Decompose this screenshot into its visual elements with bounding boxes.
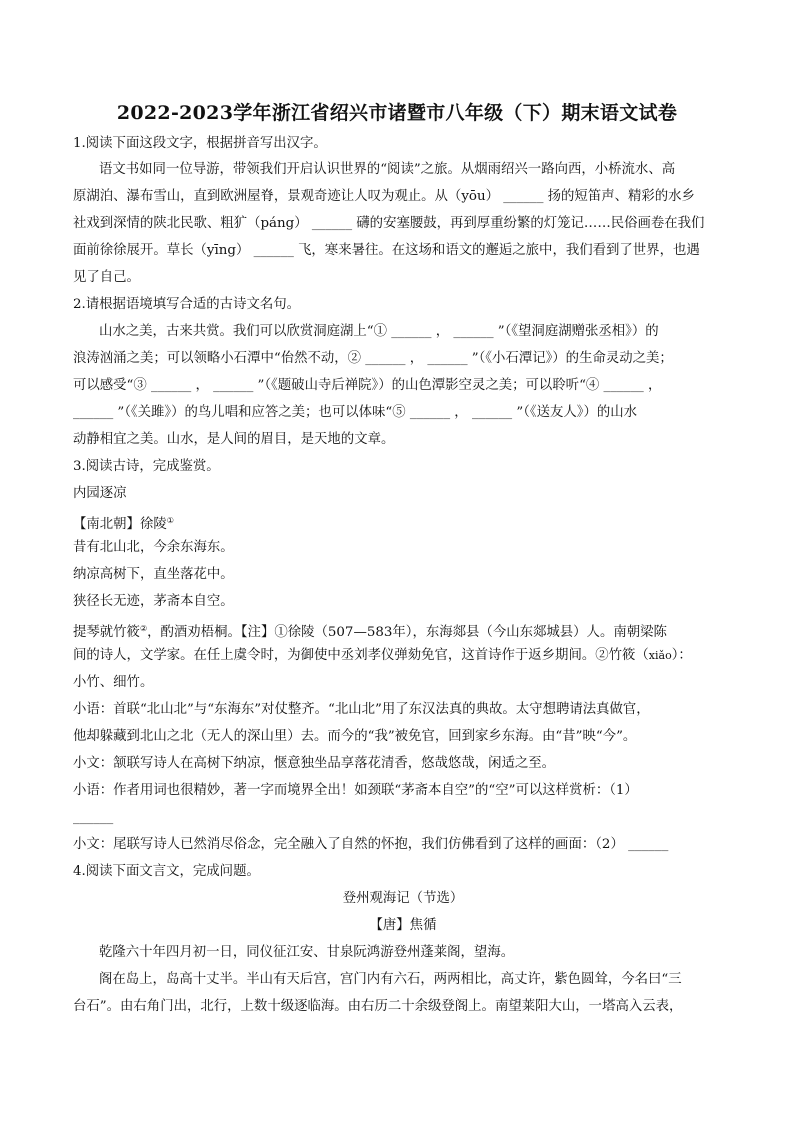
poem-line-4-with-notes bbox=[73, 619, 733, 639]
poem-line-4-rest: ，酌酒劝梧桐。【注】①徐陵（507—583年），东海郯县（今山东郯城县）人。南朝梁陈 bbox=[147, 625, 667, 640]
question-4-heading: 4.阅读下面文言文，完成问题。 bbox=[73, 864, 260, 879]
footnote-mark-1: ① bbox=[166, 516, 174, 525]
page-title: 2022-2023学年浙江省绍兴市诸暨市八年级（下）期末语文试卷 bbox=[116, 102, 678, 124]
q2-passage-line-4: ______ ”（《关雎》）的鸟儿唱和应答之美；也可以体味“⑤ ______ ， ______ ”（《送友人》）的山水 bbox=[73, 405, 638, 420]
notes-line-3: 小竹、细竹。 bbox=[73, 675, 154, 690]
notes-line-2-text: 间的诗人，文学家。在任上虞令时，为御使中丞刘孝仪弹劾免官，这首诗作于返乡期间。②竹筱（ bbox=[73, 648, 649, 663]
poem-line-1: 昔有北山北，今余东海东。 bbox=[73, 540, 234, 555]
dialogue-xiaowen-2: 小文：尾联写诗人已然消尽俗念，完全融入了自然的怀抱，我们仿佛看到了这样的画面：（2） ______ bbox=[73, 837, 669, 852]
passage-author: 【唐】焦循 bbox=[369, 918, 437, 933]
q2-passage-line-1: 山水之美，古来共赏。我们可以欣赏洞庭湖上“① ______ ， ______ ”（《望洞庭湖赠张丞相》）的 bbox=[99, 324, 659, 339]
question-3-heading: 3.阅读古诗，完成鉴赏。 bbox=[73, 459, 220, 474]
dialogue-xiaowen-1: 小文：颔联写诗人在高树下纳凉，惬意独坐品享落花清香，悠哉悠哉，闲适之至。 bbox=[73, 756, 556, 771]
poem-line-3: 狭径长无迹，茅斋本自空。 bbox=[73, 594, 234, 609]
poem-line-4-start: 提琴就竹筱 bbox=[73, 625, 140, 640]
poem-author-text: 【南北朝】徐陵 bbox=[73, 517, 167, 532]
dialogue-xiaoyu-1-line-2: 他却躲藏到北山之北（无人的深山里）去。而今的“我”被免官，回到家乡东海。由“昔”映“今”。 bbox=[73, 729, 637, 744]
notes-line-2-end: ）： bbox=[671, 648, 692, 663]
q1-passage-line-5: 见了自己。 bbox=[73, 270, 140, 285]
passage-line-3: 台石”。由右角门出，北行，上数十级逐临海。由右历二十余级登阁上。南望莱阳大山，一塔高入云表， bbox=[73, 999, 683, 1014]
q1-passage-line-4: 面前徐徐展开。草长（yīng） ______ 飞，寒来暑往。在这场和语文的邂逅之旅中，我们看到了世界，也遇 bbox=[73, 243, 700, 258]
pinyin-xiao: xiǎo bbox=[648, 649, 672, 662]
q1-passage-line-2: 原湖泊、瀑布雪山，直到欧洲屋脊，景观奇迹让人叹为观止。从（yōu） ______ 扬的短笛声、精彩的水乡 bbox=[73, 189, 695, 204]
notes-line-2 bbox=[73, 646, 733, 666]
footnote-mark-2: ② bbox=[139, 624, 148, 633]
poem-author bbox=[73, 511, 733, 531]
dialogue-xiaoyu-2: 小语：作者用词也很精妙，著一字而境界全出！如颈联“茅斋本自空”的“空”可以这样赏析：（1） bbox=[73, 783, 638, 798]
passage-title: 登州观海记（节选） bbox=[342, 891, 464, 906]
passage-line-2: 阁在岛上，岛高十丈半。半山有天后宫，宫门内有六石，两两相比，高丈许，紫色圆耸，今名曰“三 bbox=[99, 972, 682, 987]
passage-line-1: 乾隆六十年四月初一日，同仪征江安、甘泉阮鸿游登州蓬莱阁，望海。 bbox=[99, 945, 515, 960]
poem-title: 内园逐凉 bbox=[73, 486, 127, 501]
question-2-heading: 2.请根据语境填写合适的古诗文名句。 bbox=[73, 297, 301, 312]
question-1-heading: 1.阅读下面这段文字，根据拼音写出汉字。 bbox=[73, 136, 327, 151]
q2-passage-line-5: 动静相宜之美。山水，是人间的眉目，是天地的文章。 bbox=[73, 432, 395, 447]
q1-passage-line-1: 语文书如同一位导游，带领我们开启认识世界的“阅读”之旅。从烟雨绍兴一路向西，小桥流水、高 bbox=[99, 162, 676, 177]
q2-passage-line-2: 浪涛汹涌之美；可以领略小石潭中“佁然不动，② ______ ， ______ ”（《小石潭记》）的生命灵动之美； bbox=[73, 351, 673, 366]
answer-blank-1: ______ bbox=[73, 810, 114, 825]
q2-passage-line-3: 可以感受“③ ______ ， ______ ”（《题破山寺后禅院》）的山色潭影空灵之美；可以聆听“④ ______ ， bbox=[73, 378, 662, 393]
poem-line-2: 纳凉高树下，直坐落花中。 bbox=[73, 567, 234, 582]
q1-passage-line-3: 社戏到深情的陕北民歌、粗犷（páng） ______ 礴的安塞腰鼓，再到厚重纷繁的灯笼记……民俗画卷在我们 bbox=[73, 216, 705, 231]
dialogue-xiaoyu-1-line-1: 小语：首联“北山北”与“东海东”对仗整齐。“北山北”用了东汉法真的典故。太守想聘请法真做官， bbox=[73, 702, 650, 717]
